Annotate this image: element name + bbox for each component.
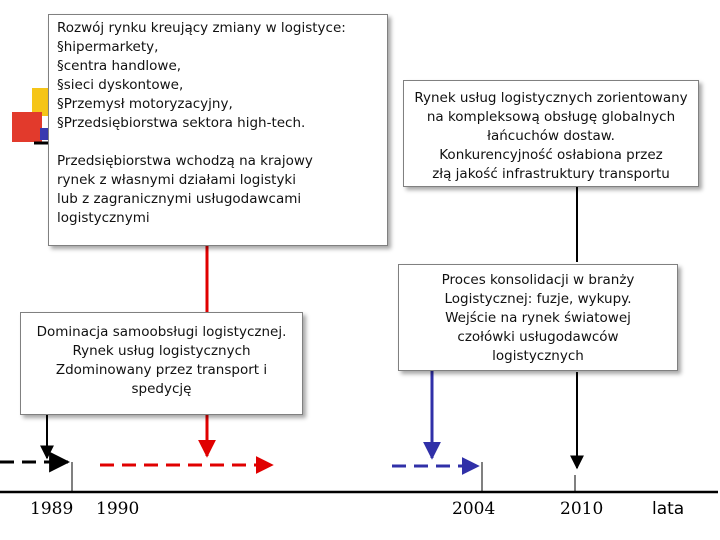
box-line: Wejście na rynek światowej [445, 310, 631, 326]
box-line: Rynek usług logistycznych [72, 343, 251, 359]
box-consolidation [398, 264, 678, 371]
year-label-2004: 2004 [452, 499, 496, 519]
axis-unit-label: lata [652, 499, 685, 519]
box-self-service-dominance [20, 312, 303, 415]
box-line: Proces konsolidacji w branży [441, 272, 635, 288]
box-line: Konkurencyjność osłabiona przez [439, 147, 663, 163]
paragraph-line: Przedsiębiorstwa wchodzą na krajowy [57, 153, 313, 169]
box-line: logistycznych [492, 348, 584, 364]
decor-red-square [12, 112, 42, 142]
box-line: łańcuchów dostaw. [487, 128, 615, 144]
box-line: czołówki usługodawców [457, 329, 619, 345]
bullet-item: §hipermarkety, [57, 39, 159, 55]
paragraph-line: logistycznymi [57, 210, 150, 226]
box-line: spedycję [131, 381, 192, 397]
bullet-item: §sieci dyskontowe, [57, 77, 184, 93]
paragraph-line: rynek z własnymi działami logistyki [57, 172, 297, 188]
box-line: Zdominowany przez transport i [55, 362, 268, 378]
year-label-1990: 1990 [96, 499, 140, 519]
box-line: Dominacja samoobsługi logistycznej. [36, 324, 287, 340]
bullet-item: §Przemysł motoryzacyjny, [57, 96, 233, 112]
box-line: Logistycznej: fuzje, wykupy. [444, 291, 632, 307]
bullet-item: §Przedsiębiorstwa sektora high-tech. [57, 115, 306, 131]
year-label-1989: 1989 [30, 499, 74, 519]
box-logistics-market-oriented [403, 80, 699, 187]
year-label-2010: 2010 [560, 499, 604, 519]
paragraph-line: lub z zagranicznymi usługodawcami [57, 191, 302, 207]
bullet-item: §centra handlowe, [57, 58, 182, 74]
box-market-development-title: Rozwój rynku kreujący zmiany w logistyce: [57, 20, 346, 36]
box-line: na kompleksową obsługę globalnych [426, 109, 676, 125]
box-line: złą jakość infrastruktury transportu [432, 166, 670, 182]
box-line: Rynek usług logistycznych zorientowany [414, 90, 688, 106]
box-market-development [48, 14, 388, 246]
